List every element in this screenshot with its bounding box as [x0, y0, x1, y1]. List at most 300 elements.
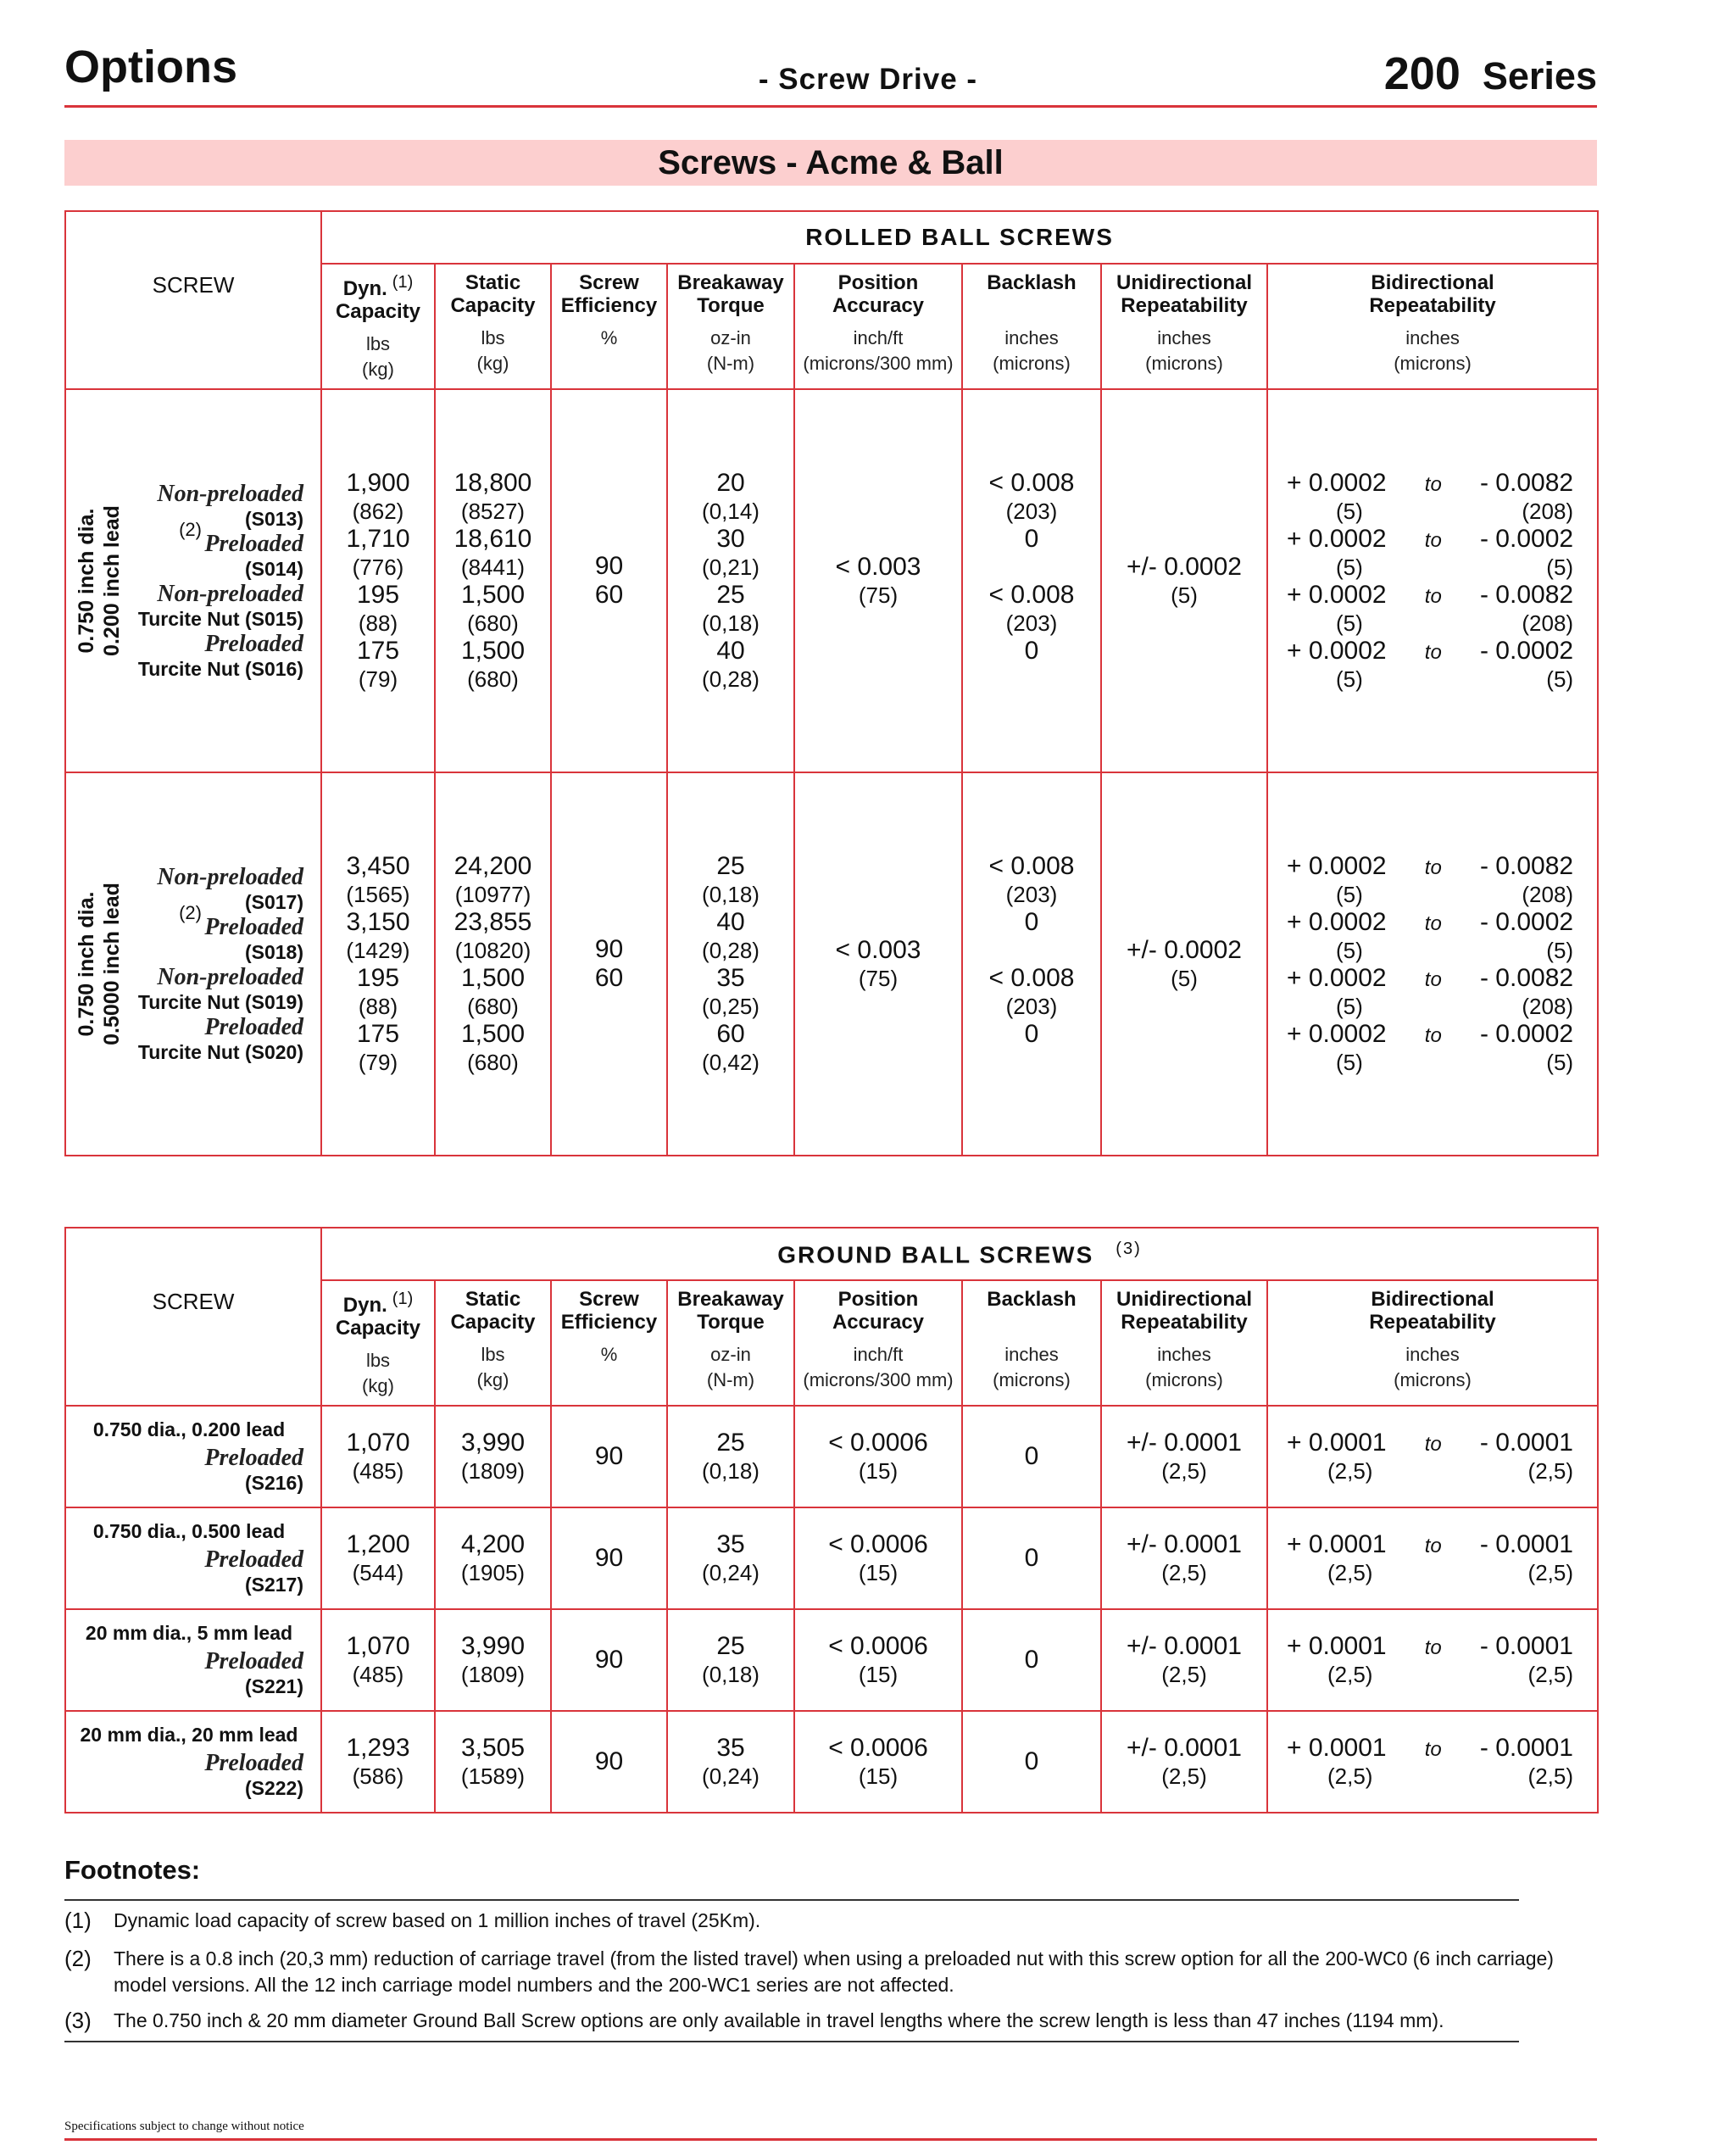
column-title	[552, 1288, 666, 1311]
static-kg: (680)	[467, 994, 519, 1019]
column-title-line1: Static	[465, 271, 521, 294]
torque-value: 60	[716, 1020, 745, 1048]
static-capacity-row	[436, 964, 550, 1020]
bi-microns	[1268, 1661, 1597, 1688]
bi-microns	[1268, 498, 1597, 525]
footnotes-title: Footnotes:	[64, 1855, 201, 1885]
torque-row	[668, 581, 793, 637]
dyn-capacity	[321, 1609, 435, 1711]
bi-values	[1268, 1530, 1597, 1559]
bi-plus: + 0.0002	[1287, 1020, 1387, 1048]
torque-value: 25	[716, 1429, 745, 1457]
dyn-kg: (88)	[358, 994, 398, 1019]
unit-secondary: (microns)	[1394, 1369, 1472, 1390]
column-units	[1268, 326, 1597, 376]
efficiency-value: 90	[594, 1646, 624, 1674]
dyn-capacity	[321, 389, 435, 772]
column-units	[963, 1342, 1100, 1393]
static-capacity	[435, 389, 551, 772]
uni-microns: (2,5)	[1161, 1458, 1207, 1484]
footnote-text: The 0.750 inch & 20 mm diameter Ground Ball Screw options are only available in travel lengths where the screw length is less than 47 inches (1194 mm).	[114, 2009, 1444, 2031]
column-header-pos	[794, 1280, 962, 1406]
column-title	[963, 1288, 1100, 1311]
column-title-line1: Breakaway	[677, 1288, 784, 1311]
variant-code: (S017)	[244, 891, 303, 913]
column-title-line2: Efficiency	[560, 1311, 658, 1334]
backlash-row	[963, 469, 1100, 525]
torque-value: 35	[716, 964, 745, 992]
efficiency-value: 90	[594, 1544, 624, 1572]
dyn-kg: (79)	[358, 1050, 398, 1075]
dyn-footnote-ref: (1)	[392, 1290, 414, 1308]
bi-plus-microns: (5)	[1336, 499, 1363, 524]
column-title-line1: Backlash	[987, 271, 1077, 294]
bi-values	[1268, 469, 1597, 498]
spec-note: Specifications subject to change without notice	[64, 2120, 304, 2133]
rolled-title: ROLLED BALL SCREWS	[321, 211, 1598, 264]
column-title	[1268, 1288, 1597, 1311]
static-capacity	[435, 1609, 551, 1711]
bi-plus-microns: (5)	[1336, 994, 1363, 1019]
torque-nm: (0,28)	[702, 938, 760, 963]
group-diameter: 0.750 inch dia.	[75, 891, 98, 1037]
column-title-line1: Dyn.	[342, 1294, 387, 1317]
static-capacity	[435, 1711, 551, 1813]
variant-code: Turcite Nut (S016)	[137, 658, 303, 680]
column-title-line2: Capacity	[450, 294, 536, 317]
column-title	[322, 1288, 434, 1317]
ground-title	[321, 1228, 1598, 1280]
bidirectional-repeatability-row	[1268, 852, 1597, 908]
bi-plus-microns: (5)	[1336, 1050, 1363, 1075]
static-value: 4,200	[460, 1530, 526, 1558]
static-kg: (8527)	[460, 499, 526, 524]
variant-type: Preloaded	[204, 631, 303, 657]
bi-minus-microns: (5)	[1546, 1050, 1574, 1075]
column-units	[963, 326, 1100, 376]
unit-primary: inches	[1004, 1344, 1059, 1365]
bi-plus-microns: (2,5)	[1327, 1763, 1373, 1789]
bi-minus-microns: (208)	[1522, 882, 1574, 907]
uni-value: +/- 0.0001	[1127, 1429, 1242, 1457]
dyn-value: 1,070	[346, 1429, 410, 1457]
column-header-pos	[794, 264, 962, 389]
ground-screw-row	[65, 1711, 1598, 1813]
group-descriptor	[65, 389, 321, 772]
column-title-line2: Torque	[697, 294, 765, 317]
dyn-kg: (88)	[358, 610, 398, 636]
bi-plus-microns: (2,5)	[1327, 1662, 1373, 1687]
column-header-dyn	[321, 264, 435, 389]
torque-nm: (0,42)	[702, 1050, 760, 1075]
bi-minus: - 0.0001	[1479, 1734, 1573, 1762]
static-capacity-row	[436, 1020, 550, 1076]
bi-plus: + 0.0002	[1287, 964, 1387, 992]
bi-plus: + 0.0002	[1287, 908, 1387, 936]
bi-minus-microns: (5)	[1546, 554, 1574, 580]
column-title	[1102, 1288, 1266, 1311]
unit-secondary: (microns/300 mm)	[803, 353, 954, 374]
bi-plus-microns: (5)	[1336, 938, 1363, 963]
bi-plus: + 0.0002	[1287, 469, 1387, 497]
torque-value: 30	[716, 525, 745, 553]
efficiency-top: 90	[594, 552, 624, 580]
bi-minus: - 0.0082	[1479, 852, 1574, 880]
bi-plus: + 0.0001	[1287, 1530, 1387, 1558]
bi-minus-microns: (208)	[1522, 994, 1574, 1019]
static-value: 3,505	[460, 1734, 526, 1762]
ground-descriptor	[65, 1406, 321, 1507]
unit-secondary: (kg)	[476, 1369, 509, 1390]
bi-plus: + 0.0001	[1287, 1429, 1387, 1457]
screw-header-cell	[65, 1228, 321, 1406]
column-title	[795, 271, 961, 294]
unidirectional-repeatability	[1101, 1406, 1267, 1507]
ground-title-note: (3)	[1116, 1239, 1142, 1258]
column-units	[552, 326, 666, 351]
backlash-value: < 0.008	[988, 964, 1075, 992]
bi-microns	[1268, 1049, 1597, 1076]
column-title-line1: Unidirectional	[1116, 271, 1253, 294]
torque-row	[668, 852, 793, 908]
torque-value: 40	[716, 908, 745, 936]
section-banner: Screws - Acme & Ball	[64, 140, 1597, 186]
torque-nm: (0,25)	[702, 994, 760, 1019]
variant-code: (S018)	[244, 941, 303, 963]
column-title	[1268, 271, 1597, 294]
unit-primary: inches	[1405, 1344, 1460, 1365]
backlash-microns	[963, 1049, 1100, 1076]
static-value: 24,200	[453, 852, 532, 880]
variant-type: Preloaded	[204, 1445, 303, 1471]
dyn-kg: (485)	[352, 1662, 404, 1687]
unit-primary: %	[600, 327, 618, 348]
bidirectional-repeatability	[1267, 1406, 1598, 1507]
ground-screw-row	[65, 1507, 1598, 1609]
static-capacity-row	[436, 525, 550, 581]
efficiency	[551, 389, 667, 772]
column-title-line2: Accuracy	[832, 1311, 925, 1334]
torque-nm: (0,18)	[702, 882, 760, 907]
static-kg: (1589)	[460, 1763, 526, 1789]
column-header-uni	[1101, 1280, 1267, 1406]
torque-value: 25	[716, 581, 745, 609]
static-value: 18,610	[453, 525, 532, 553]
torque-nm: (0,28)	[702, 666, 760, 692]
dyn-value: 175	[356, 1020, 400, 1048]
column-header-bi	[1267, 264, 1598, 389]
bi-values	[1268, 1429, 1597, 1457]
dyn-kg: (1429)	[346, 938, 410, 963]
torque-value: 20	[716, 469, 745, 497]
variant-code: (S013)	[244, 508, 303, 530]
column-title-line2: Repeatability	[1369, 294, 1496, 317]
static-value: 1,500	[460, 964, 526, 992]
bi-minus: - 0.0001	[1479, 1530, 1573, 1558]
dyn-capacity	[321, 772, 435, 1156]
bi-plus-microns: (5)	[1336, 610, 1363, 636]
static-kg: (10977)	[454, 882, 531, 907]
footnote-number: (1)	[64, 1908, 92, 1933]
bi-minus-microns: (5)	[1546, 938, 1574, 963]
unit-primary: oz-in	[710, 327, 751, 348]
unit-primary: lbs	[365, 1350, 391, 1371]
unit-primary: inches	[1405, 327, 1460, 348]
efficiency-bottom: 60	[594, 581, 624, 609]
bidirectional-repeatability-row	[1268, 469, 1597, 525]
bi-minus-microns: (2,5)	[1527, 1560, 1573, 1585]
column-units	[322, 1348, 434, 1399]
unit-secondary: (kg)	[476, 353, 509, 374]
column-header-eff	[551, 1280, 667, 1406]
unit-primary: inches	[1004, 327, 1059, 348]
efficiency-value: 90	[594, 1442, 624, 1470]
backlash-row	[963, 964, 1100, 1020]
column-title-line2: Efficiency	[560, 294, 658, 317]
dyn-kg: (485)	[352, 1458, 404, 1484]
column-title-line2: Accuracy	[832, 294, 925, 317]
column-units	[668, 326, 793, 376]
static-kg: (680)	[467, 610, 519, 636]
column-title	[436, 271, 550, 294]
column-title	[322, 271, 434, 300]
efficiency-bottom: 60	[594, 964, 624, 992]
column-title-line1: Bidirectional	[1371, 271, 1494, 294]
dyn-kg: (544)	[352, 1560, 404, 1585]
page-section-title: Options	[64, 42, 237, 92]
static-kg: (1905)	[460, 1560, 526, 1585]
unit-secondary: (microns)	[1145, 353, 1223, 374]
bi-minus: - 0.0082	[1479, 964, 1574, 992]
uni-microns: (2,5)	[1161, 1763, 1207, 1789]
bi-microns	[1268, 1763, 1597, 1790]
variant-type: Preloaded	[204, 531, 303, 557]
unit-primary: lbs	[481, 1344, 505, 1365]
bi-to: to	[1424, 912, 1442, 935]
bi-plus: + 0.0002	[1287, 637, 1387, 665]
bi-values	[1268, 1020, 1597, 1049]
variant-code: (S222)	[244, 1777, 303, 1799]
torque-nm: (0,24)	[702, 1763, 760, 1789]
position-value: < 0.0006	[828, 1429, 928, 1457]
unit-primary: lbs	[365, 333, 391, 354]
backlash-row	[963, 525, 1100, 581]
column-units	[795, 326, 961, 376]
dyn-value: 1,710	[346, 525, 410, 553]
position-microns: (15)	[858, 1763, 899, 1789]
uni-value: +/- 0.0002	[1127, 553, 1242, 581]
bi-microns	[1268, 610, 1597, 637]
backlash	[962, 1609, 1101, 1711]
backlash-row	[963, 637, 1100, 693]
bi-to: to	[1424, 1535, 1442, 1557]
column-title	[668, 1288, 793, 1311]
backlash-value: < 0.008	[988, 469, 1075, 497]
backlash	[962, 1507, 1101, 1609]
bidirectional-repeatability-row	[1268, 908, 1597, 964]
group-lead: 0.5000 inch lead	[100, 883, 124, 1045]
bi-to: to	[1424, 968, 1442, 991]
dyn-value: 1,070	[346, 1632, 410, 1660]
column-units	[436, 1342, 550, 1393]
torque-value: 35	[716, 1734, 745, 1762]
footnotes-rule-bottom	[64, 2041, 1519, 2042]
variant-type: Non-preloaded	[157, 481, 303, 507]
efficiency	[551, 1711, 667, 1813]
column-title-line2: Capacity	[335, 300, 421, 323]
dyn-kg: (776)	[352, 554, 404, 580]
dyn-capacity	[321, 1406, 435, 1507]
column-header-torque	[667, 264, 794, 389]
static-kg: (680)	[467, 666, 519, 692]
dyn-value: 3,450	[346, 852, 410, 880]
bi-microns	[1268, 554, 1597, 581]
unit-secondary: (N-m)	[706, 1369, 755, 1390]
bi-to: to	[1424, 1738, 1442, 1761]
bidirectional-repeatability-row	[1268, 581, 1597, 637]
dyn-capacity-row	[322, 852, 434, 908]
page-subtitle: - Screw Drive -	[758, 63, 978, 96]
group-lead: 0.200 inch lead	[100, 505, 124, 656]
torque	[667, 1609, 794, 1711]
static-kg: (10820)	[454, 938, 531, 963]
bi-plus: + 0.0002	[1287, 852, 1387, 880]
column-header-static	[435, 1280, 551, 1406]
column-title-line1: Static	[465, 1288, 521, 1311]
footnote-text: There is a 0.8 inch (20,3 mm) reduction of carriage travel (from the listed travel) when using a preloaded nut with this screw option for all the 200-WC0 (6 inch carriage) model versions. All the 12 inch carriage model numbers and the 200-WC1 series are not affected.	[114, 1947, 1554, 1996]
unit-primary: inches	[1157, 1344, 1211, 1365]
backlash-value: 0	[1024, 1442, 1039, 1470]
dyn-capacity-row	[322, 469, 434, 525]
static-capacity-row	[436, 637, 550, 693]
variant-code: (S014)	[244, 558, 303, 580]
group-diameter: 0.750 inch dia.	[75, 508, 98, 654]
variant-type: Non-preloaded	[157, 581, 303, 607]
unit-secondary: (microns)	[993, 1369, 1071, 1390]
variant-code: (S217)	[244, 1574, 303, 1596]
column-units	[552, 1342, 666, 1368]
position-microns: (15)	[858, 1560, 899, 1585]
bi-values	[1268, 852, 1597, 881]
ground-descriptor	[65, 1711, 321, 1813]
unit-primary: oz-in	[710, 1344, 751, 1365]
column-title-line1: Dyn.	[342, 277, 387, 300]
efficiency	[551, 1406, 667, 1507]
column-title-line1: Backlash	[987, 1288, 1077, 1311]
group-descriptor	[65, 772, 321, 1156]
torque-row	[668, 908, 793, 964]
column-header-backlash	[962, 1280, 1101, 1406]
column-title	[668, 271, 793, 294]
variant-type: Preloaded	[204, 914, 303, 940]
bi-minus: - 0.0002	[1479, 637, 1574, 665]
column-title	[795, 1288, 961, 1311]
position-value: < 0.0006	[828, 1632, 928, 1660]
unit-secondary: (N-m)	[706, 353, 755, 374]
column-header-eff	[551, 264, 667, 389]
column-header-static	[435, 264, 551, 389]
torque-nm: (0,14)	[702, 499, 760, 524]
bi-values	[1268, 1734, 1597, 1763]
unit-primary: %	[600, 1344, 618, 1365]
bi-microns	[1268, 1457, 1597, 1485]
column-units	[1102, 326, 1266, 376]
bi-to: to	[1424, 1024, 1442, 1047]
column-title-line2: Torque	[697, 1311, 765, 1334]
static-value: 1,500	[460, 637, 526, 665]
column-title-line1: Unidirectional	[1116, 1288, 1253, 1311]
backlash-value: 0	[1024, 1020, 1039, 1048]
unit-secondary: (microns)	[1394, 353, 1472, 374]
unit-primary: inches	[1157, 327, 1211, 348]
ground-descriptor	[65, 1507, 321, 1609]
torque	[667, 1507, 794, 1609]
bi-microns	[1268, 1559, 1597, 1586]
dyn-value: 1,200	[346, 1530, 410, 1558]
backlash	[962, 389, 1101, 772]
unit-primary: inch/ft	[853, 327, 904, 348]
unidirectional-repeatability	[1101, 772, 1267, 1156]
position-accuracy	[794, 1507, 962, 1609]
torque-row	[668, 525, 793, 581]
position-microns: (15)	[858, 1458, 899, 1484]
bidirectional-repeatability-row	[1268, 637, 1597, 693]
torque-row	[668, 469, 793, 525]
static-capacity	[435, 1406, 551, 1507]
bi-microns	[1268, 881, 1597, 908]
efficiency	[551, 772, 667, 1156]
bi-minus-microns: (2,5)	[1527, 1458, 1573, 1484]
column-title	[963, 271, 1100, 294]
bi-minus: - 0.0082	[1479, 469, 1574, 497]
static-capacity-row	[436, 908, 550, 964]
bi-minus: - 0.0002	[1479, 525, 1574, 553]
dyn-capacity-row	[322, 581, 434, 637]
column-header-bi	[1267, 1280, 1598, 1406]
column-units	[668, 1342, 793, 1393]
efficiency	[551, 1609, 667, 1711]
series-word: Series	[1482, 54, 1597, 98]
column-title-line1: Screw	[579, 1288, 639, 1311]
torque	[667, 1406, 794, 1507]
static-capacity	[435, 772, 551, 1156]
backlash-microns	[963, 666, 1100, 693]
dyn-kg: (586)	[352, 1763, 404, 1789]
backlash-row	[963, 581, 1100, 637]
ground-screw-row	[65, 1609, 1598, 1711]
torque-value: 35	[716, 1530, 745, 1558]
screw-header-cell	[65, 211, 321, 389]
backlash-row	[963, 1020, 1100, 1076]
dyn-kg: (1565)	[346, 882, 410, 907]
preload-footnote-ref: (2)	[179, 519, 202, 540]
bi-plus-microns: (2,5)	[1327, 1560, 1373, 1585]
bidirectional-repeatability	[1267, 1507, 1598, 1609]
variant-type: Preloaded	[204, 1648, 303, 1674]
variant-code: (S216)	[244, 1472, 303, 1494]
static-capacity-row	[436, 852, 550, 908]
static-kg: (680)	[467, 1050, 519, 1075]
variant-code: Turcite Nut (S019)	[137, 991, 303, 1013]
backlash-microns	[963, 554, 1100, 581]
ground-size: 0.750 dia., 0.200 lead	[92, 1418, 286, 1440]
position-accuracy	[794, 1609, 962, 1711]
bi-values	[1268, 908, 1597, 937]
position-value: < 0.0006	[828, 1530, 928, 1558]
dyn-capacity-row	[322, 525, 434, 581]
static-value: 1,500	[460, 581, 526, 609]
backlash-microns: (203)	[1005, 994, 1058, 1019]
